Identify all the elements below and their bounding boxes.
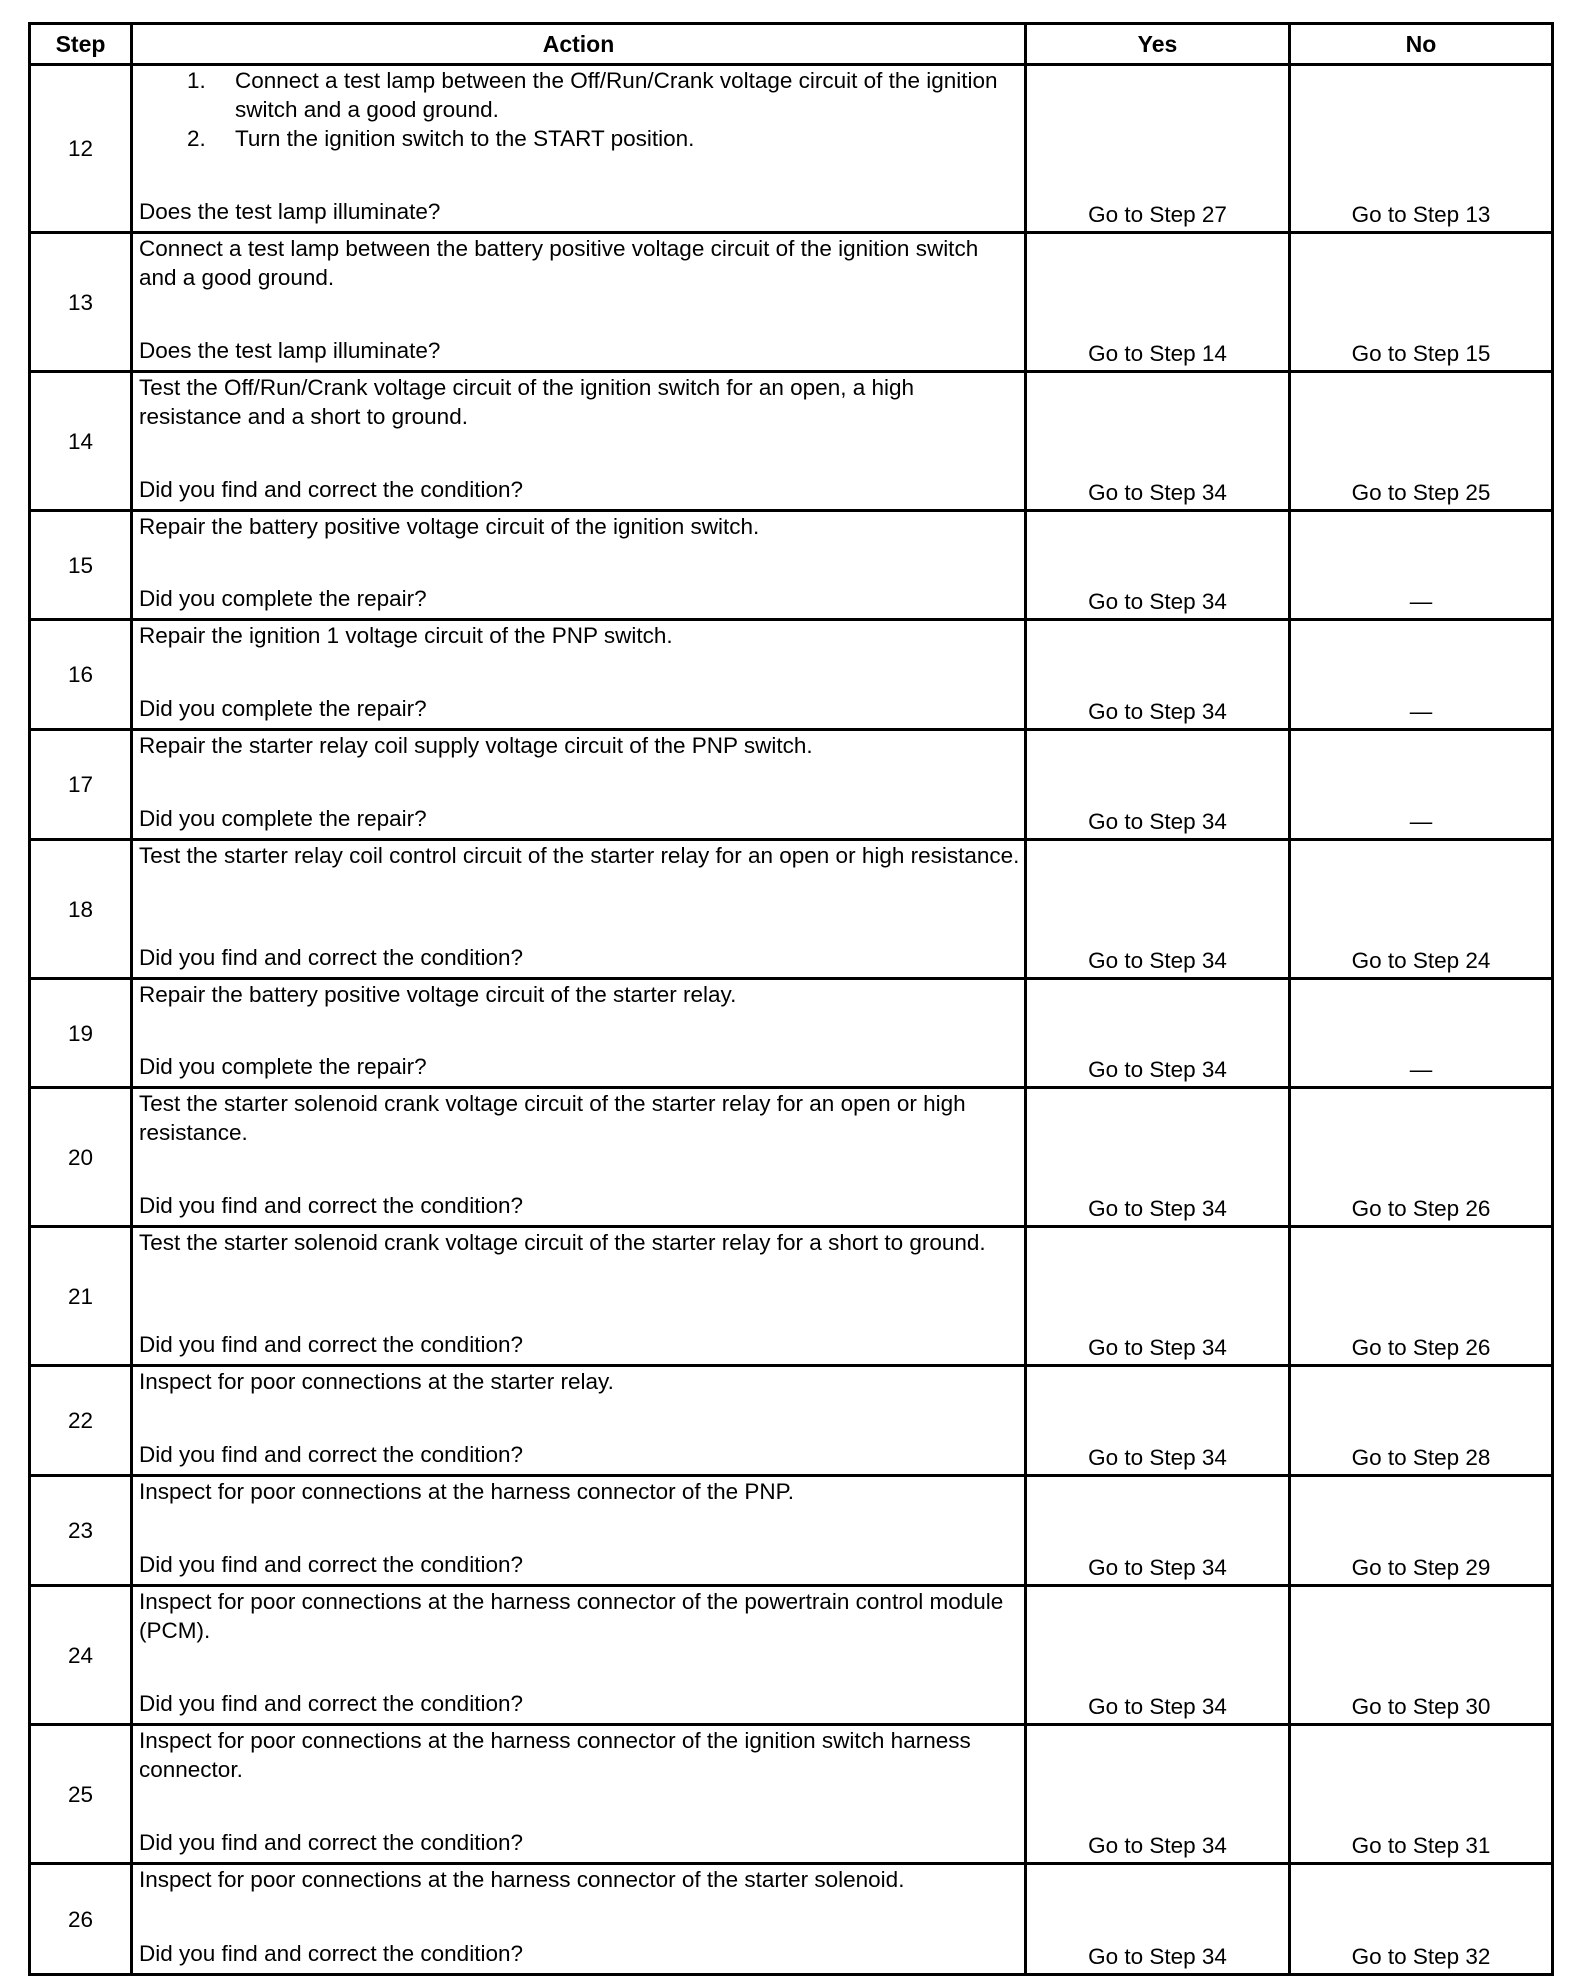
no-result: Go to Step 25 [1290,372,1553,511]
action-content [139,731,1020,833]
list-item-text: Turn the ignition switch to the START position. [235,126,695,151]
header-yes: Yes [1026,24,1290,65]
action-cell [132,233,1026,372]
header-row [30,24,1553,65]
action-instruction: Inspect for poor connections at the harness connector of the ignition switch harness connector. [139,1728,971,1782]
no-result: Go to Step 31 [1290,1725,1553,1864]
no-result: Go to Step 24 [1290,840,1553,979]
action-question: Did you find and correct the condition? [139,1552,523,1577]
action-instruction: Repair the starter relay coil supply voltage circuit of the PNP switch. [139,733,813,758]
action-content [139,1726,1020,1857]
action-content [139,980,1020,1081]
action-question: Did you find and correct the condition? [139,477,523,502]
action-question: Did you find and correct the condition? [139,1830,523,1855]
action-question: Did you find and correct the condition? [139,945,523,970]
list-item-text: Connect a test lamp between the Off/Run/Crank voltage circuit of the ignition switch and a good ground. [235,68,998,122]
yes-result: Go to Step 34 [1026,730,1290,840]
action-cell [132,1227,1026,1366]
action-question: Does the test lamp illuminate? [139,199,441,224]
table-row [30,1864,1553,1975]
action-cell [132,620,1026,730]
action-cell [132,730,1026,840]
action-cell [132,1864,1026,1975]
header-action: Action [132,24,1026,65]
step-number: 25 [30,1725,132,1864]
table-row [30,1725,1553,1864]
action-content [139,234,1020,365]
action-instruction: Repair the battery positive voltage circuit of the ignition switch. [139,514,760,539]
action-content [139,1089,1020,1220]
action-content [139,1367,1020,1469]
header-step: Step [30,24,132,65]
action-instruction: Inspect for poor connections at the harness connector of the powertrain control module (PCM). [139,1589,1004,1643]
action-content [139,512,1020,613]
action-content [139,841,1020,972]
instruction-list-item [139,66,1020,124]
action-cell [132,1366,1026,1476]
action-content [139,1587,1020,1718]
step-number: 17 [30,730,132,840]
step-number: 26 [30,1864,132,1975]
action-instruction: Test the Off/Run/Crank voltage circuit of the ignition switch for an open, a high resistance and a short to ground. [139,375,915,429]
no-result: — [1290,511,1553,620]
action-cell [132,372,1026,511]
yes-result: Go to Step 34 [1026,1227,1290,1366]
no-result: Go to Step 13 [1290,65,1553,233]
no-result: Go to Step 26 [1290,1227,1553,1366]
table-row [30,233,1553,372]
yes-result: Go to Step 34 [1026,620,1290,730]
table-row [30,65,1553,233]
yes-result: Go to Step 34 [1026,1586,1290,1725]
no-result: Go to Step 26 [1290,1088,1553,1227]
yes-result: Go to Step 34 [1026,1725,1290,1864]
action-question: Did you find and correct the condition? [139,1332,523,1357]
action-question: Did you complete the repair? [139,586,427,611]
action-instruction: Inspect for poor connections at the harness connector of the PNP. [139,1479,794,1504]
action-question: Did you find and correct the condition? [139,1941,523,1966]
action-cell [132,65,1026,233]
step-number: 23 [30,1476,132,1586]
action-instruction: Repair the ignition 1 voltage circuit of the PNP switch. [139,623,673,648]
table-body [30,65,1553,1975]
no-result: — [1290,730,1553,840]
list-item-number: 2. [187,126,206,151]
table-row [30,511,1553,620]
action-cell [132,979,1026,1088]
yes-result: Go to Step 34 [1026,1476,1290,1586]
no-result: — [1290,979,1553,1088]
no-result: Go to Step 32 [1290,1864,1553,1975]
action-question: Does the test lamp illuminate? [139,338,441,363]
step-number: 24 [30,1586,132,1725]
table-header [30,24,1553,65]
action-question: Did you complete the repair? [139,806,427,831]
yes-result: Go to Step 27 [1026,65,1290,233]
action-cell [132,1586,1026,1725]
yes-result: Go to Step 14 [1026,233,1290,372]
table-row [30,979,1553,1088]
step-number: 19 [30,979,132,1088]
yes-result: Go to Step 34 [1026,1366,1290,1476]
yes-result: Go to Step 34 [1026,372,1290,511]
action-instruction: Test the starter solenoid crank voltage circuit of the starter relay for a short to ground. [139,1230,986,1255]
action-cell [132,1725,1026,1864]
action-cell [132,1476,1026,1586]
step-number: 15 [30,511,132,620]
action-question: Did you find and correct the condition? [139,1442,523,1467]
no-result: Go to Step 30 [1290,1586,1553,1725]
action-content [139,1865,1020,1968]
action-content [139,1477,1020,1579]
table-row [30,1476,1553,1586]
no-result: Go to Step 15 [1290,233,1553,372]
step-number: 13 [30,233,132,372]
step-number: 21 [30,1227,132,1366]
yes-result: Go to Step 34 [1026,1864,1290,1975]
action-cell [132,511,1026,620]
step-number: 18 [30,840,132,979]
action-instruction: Test the starter solenoid crank voltage circuit of the starter relay for an open or high resistance. [139,1091,966,1145]
diagnostic-table [28,22,1554,1976]
instruction-list [139,66,1020,153]
action-instruction: Inspect for poor connections at the harness connector of the starter solenoid. [139,1867,905,1892]
action-instruction: Repair the battery positive voltage circuit of the starter relay. [139,982,737,1007]
action-instruction: Connect a test lamp between the battery positive voltage circuit of the ignition switch and a good ground. [139,236,979,290]
action-content [139,1228,1020,1359]
table-row [30,1366,1553,1476]
step-number: 20 [30,1088,132,1227]
no-result: Go to Step 28 [1290,1366,1553,1476]
step-number: 14 [30,372,132,511]
action-instruction: Inspect for poor connections at the starter relay. [139,1369,614,1394]
table-row [30,1227,1553,1366]
table-row [30,620,1553,730]
action-question: Did you find and correct the condition? [139,1691,523,1716]
step-number: 22 [30,1366,132,1476]
table-row [30,840,1553,979]
action-cell [132,1088,1026,1227]
no-result: — [1290,620,1553,730]
step-number: 16 [30,620,132,730]
action-cell [132,840,1026,979]
action-question: Did you complete the repair? [139,696,427,721]
table-row [30,730,1553,840]
header-no: No [1290,24,1553,65]
table-row [30,1088,1553,1227]
action-content [139,621,1020,723]
step-number: 12 [30,65,132,233]
list-item-number: 1. [187,68,206,93]
yes-result: Go to Step 34 [1026,1088,1290,1227]
action-question: Did you complete the repair? [139,1054,427,1079]
yes-result: Go to Step 34 [1026,979,1290,1088]
instruction-list-item [139,124,1020,153]
action-instruction [139,66,1020,153]
no-result: Go to Step 29 [1290,1476,1553,1586]
yes-result: Go to Step 34 [1026,511,1290,620]
action-content [139,66,1020,226]
table-row [30,372,1553,511]
action-content [139,373,1020,504]
yes-result: Go to Step 34 [1026,840,1290,979]
table-row [30,1586,1553,1725]
action-question: Did you find and correct the condition? [139,1193,523,1218]
action-instruction: Test the starter relay coil control circuit of the starter relay for an open or high resistance. [139,843,1020,868]
